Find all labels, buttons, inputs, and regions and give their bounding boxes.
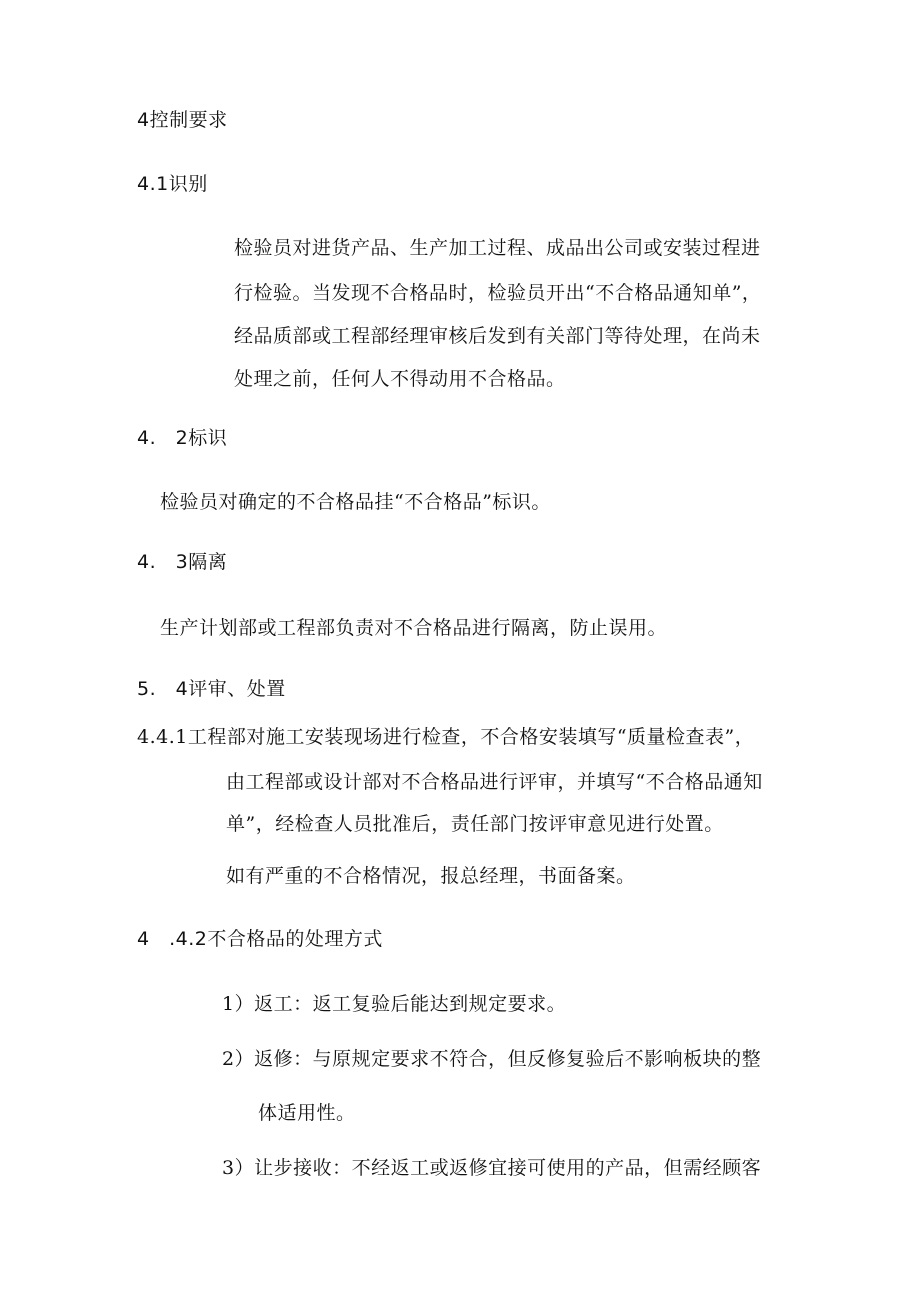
paragraph-4-1-line: 经品质部或工程部经理审核后发到有关部门等待处理，在尚未: [234, 325, 761, 347]
section-heading-4-1: 4.1识别: [137, 173, 208, 195]
section-heading-4: 4控制要求: [137, 109, 228, 131]
list-item-repair: 2）返修：与原规定要求不符合，但反修复验后不影响板块的整: [222, 1048, 762, 1070]
section-heading-4-4: 5. 4评审、处置: [137, 678, 286, 700]
paragraph-4-2: 检验员对确定的不合格品挂“不合格品”标识。: [160, 491, 551, 513]
paragraph-4-4-1-line: 4.4.1工程部对施工安装现场进行检查，不合格安装填写“质量检查表”，: [137, 726, 755, 748]
paragraph-4-3: 生产计划部或工程部负责对不合格品进行隔离，防止误用。: [160, 617, 668, 639]
section-heading-4-4-2: 4 .4.2不合格品的处理方式: [137, 928, 383, 950]
paragraph-4-4-1-line: 由工程部或设计部对不合格品进行评审，并填写“不合格品通知: [226, 771, 763, 793]
paragraph-4-1-line: 行检验。当发现不合格品时，检验员开出“不合格品通知单”，: [234, 282, 762, 304]
section-heading-4-3: 4. 3隔离: [137, 551, 228, 573]
paragraph-4-1-line: 处理之前，任何人不得动用不合格品。: [234, 368, 566, 390]
paragraph-4-4-1-line: 如有严重的不合格情况，报总经理，书面备案。: [226, 865, 636, 887]
list-item-repair-continued: 体适用性。: [258, 1102, 356, 1124]
paragraph-4-1-line: 检验员对进货产品、生产加工过程、成品出公司或安装过程进: [234, 237, 761, 259]
list-item-concession: 3）让步接收：不经返工或返修宜接可使用的产品，但需经顾客: [222, 1157, 762, 1179]
paragraph-4-4-1-line: 单”，经检查人员批准后，责任部门按评审意见进行处置。: [226, 813, 724, 835]
section-heading-4-2: 4. 2标识: [137, 427, 228, 449]
list-item-rework: 1）返工：返工复验后能达到规定要求。: [222, 993, 567, 1015]
